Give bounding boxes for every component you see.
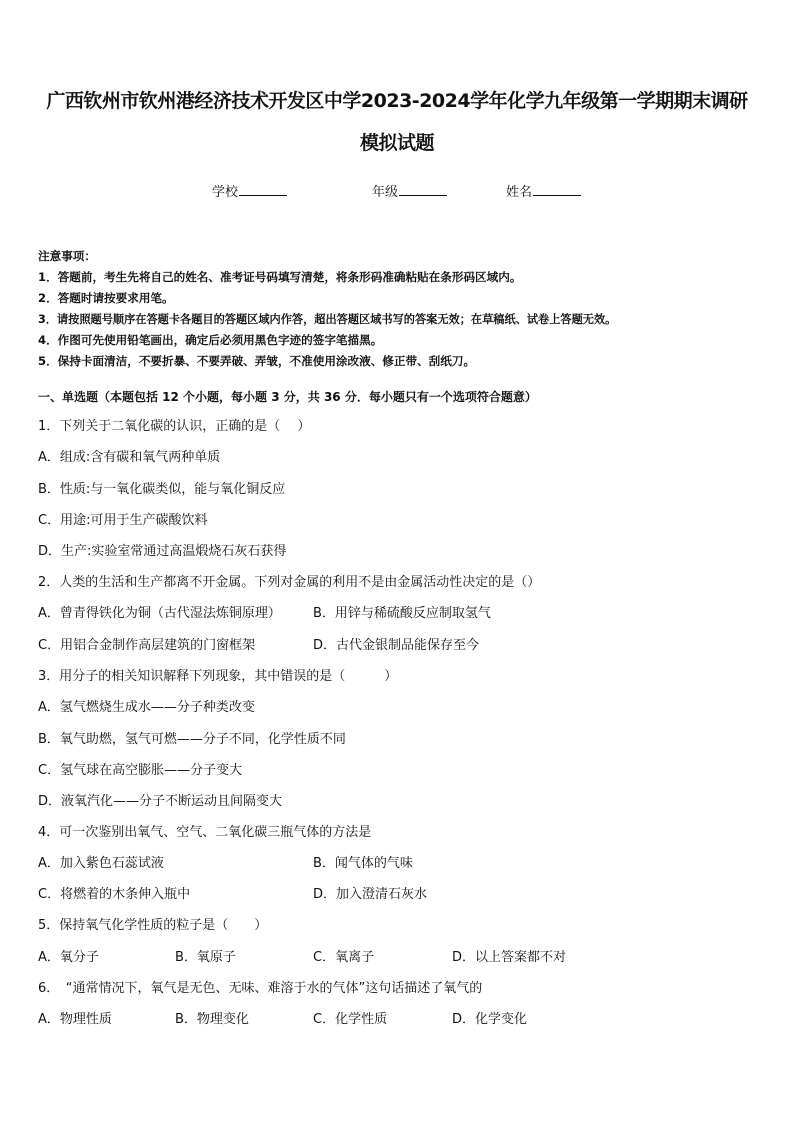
section-heading: 一、单选题（本题包括 12 个小题，每小题 3 分，共 36 分．每小题只有一个选项符合题意） [38,390,537,404]
answer-option[interactable]: A．组成:含有碳和氧气两种单质 [38,450,221,465]
question-stem: 2．人类的生活和生产都离不开金属。下列对金属的利用不是由金属活动性决定的是（） [38,575,541,590]
exam-title: 广西钦州市钦州港经济技术开发区中学2023-2024学年化学九年级第一学期期末调研 [46,90,748,112]
question-stem: 3．用分子的相关知识解释下列现象，其中错误的是（ ） [38,669,398,684]
answer-option[interactable]: B．氧气助燃，氢气可燃——分子不同，化学性质不同 [38,732,346,747]
answer-option[interactable]: C．氧离子 [313,950,375,965]
answer-option[interactable]: C．将燃着的木条伸入瓶中 [38,887,191,902]
answer-option[interactable]: D．古代金银制品能保存至今 [313,638,480,653]
answer-option[interactable]: C．用途:可用于生产碳酸饮料 [38,513,208,528]
answer-option[interactable]: B．物理变化 [175,1012,249,1027]
answer-option[interactable]: B．闻气体的气味 [313,856,413,871]
answer-option[interactable]: D．加入澄清石灰水 [313,887,428,902]
school-blank[interactable] [239,183,287,196]
question-stem: 6． “通常情况下，氧气是无色、无味、难溶于水的气体”这句话描述了氧气的 [38,981,483,996]
note-item: 4．作图可先使用铅笔画出，确定后必须用黑色字迹的签字笔描黑。 [38,333,383,347]
answer-option[interactable]: B．性质:与一氧化碳类似，能与氧化铜反应 [38,482,286,497]
answer-option[interactable]: D．生产:实验室常通过高温煅烧石灰石获得 [38,544,287,559]
answer-option[interactable]: D．液氧汽化——分子不断运动且间隔变大 [38,794,283,809]
notes-block [38,246,616,372]
note-item: 3．请按照题号顺序在答题卡各题目的答题区域内作答，超出答题区域书写的答案无效；在草稿纸、试卷上答题无效。 [38,313,617,326]
note-item: 1．答题前，考生先将自己的姓名、准考证号码填写清楚，将条形码准确粘贴在条形码区域内。 [38,270,522,284]
notes-heading: 注意事项： [38,249,96,263]
answer-option[interactable]: A．加入紫色石蕊试液 [38,856,164,871]
answer-option[interactable]: C．氢气球在高空膨胀——分子变大 [38,763,243,778]
answer-option[interactable]: C．用铝合金制作高层建筑的门窗框架 [38,638,256,653]
school-field[interactable] [212,181,287,200]
grade-field[interactable] [372,181,447,200]
question-stem: 5．保持氧气化学性质的粒子是（ ） [38,918,268,933]
answer-option[interactable]: A．物理性质 [38,1012,112,1027]
question-stem: 4．可一次鉴别出氧气、空气、二氧化碳三瓶气体的方法是 [38,825,372,840]
answer-option[interactable]: A．氧分子 [38,950,99,965]
answer-option[interactable]: A．曾青得铁化为铜（古代湿法炼铜原理） [38,606,281,621]
answer-option[interactable]: B．氧原子 [175,950,236,965]
school-label: 学校 [212,185,239,200]
name-blank[interactable] [533,183,581,196]
answer-option[interactable]: C．化学性质 [313,1012,388,1027]
grade-blank[interactable] [399,183,447,196]
question-stem: 1．下列关于二氧化碳的认识，正确的是（ ） [38,419,311,434]
note-item: 5．保持卡面清洁，不要折暴、不要弄破、弄皱，不准使用涂改液、修正带、刮纸刀。 [38,354,476,368]
answer-option[interactable]: A．氢气燃烧生成水——分子种类改变 [38,700,255,715]
name-field[interactable] [506,181,581,200]
note-item: 2．答题时请按要求用笔。 [38,291,174,305]
grade-label: 年级 [372,185,399,200]
exam-title-continued: 模拟试题 [359,132,434,154]
name-label: 姓名 [506,185,533,200]
answer-option[interactable]: D．以上答案都不对 [452,950,567,965]
answer-option[interactable]: D．化学变化 [452,1012,528,1027]
answer-option[interactable]: B．用锌与稀硫酸反应制取氢气 [313,606,491,621]
